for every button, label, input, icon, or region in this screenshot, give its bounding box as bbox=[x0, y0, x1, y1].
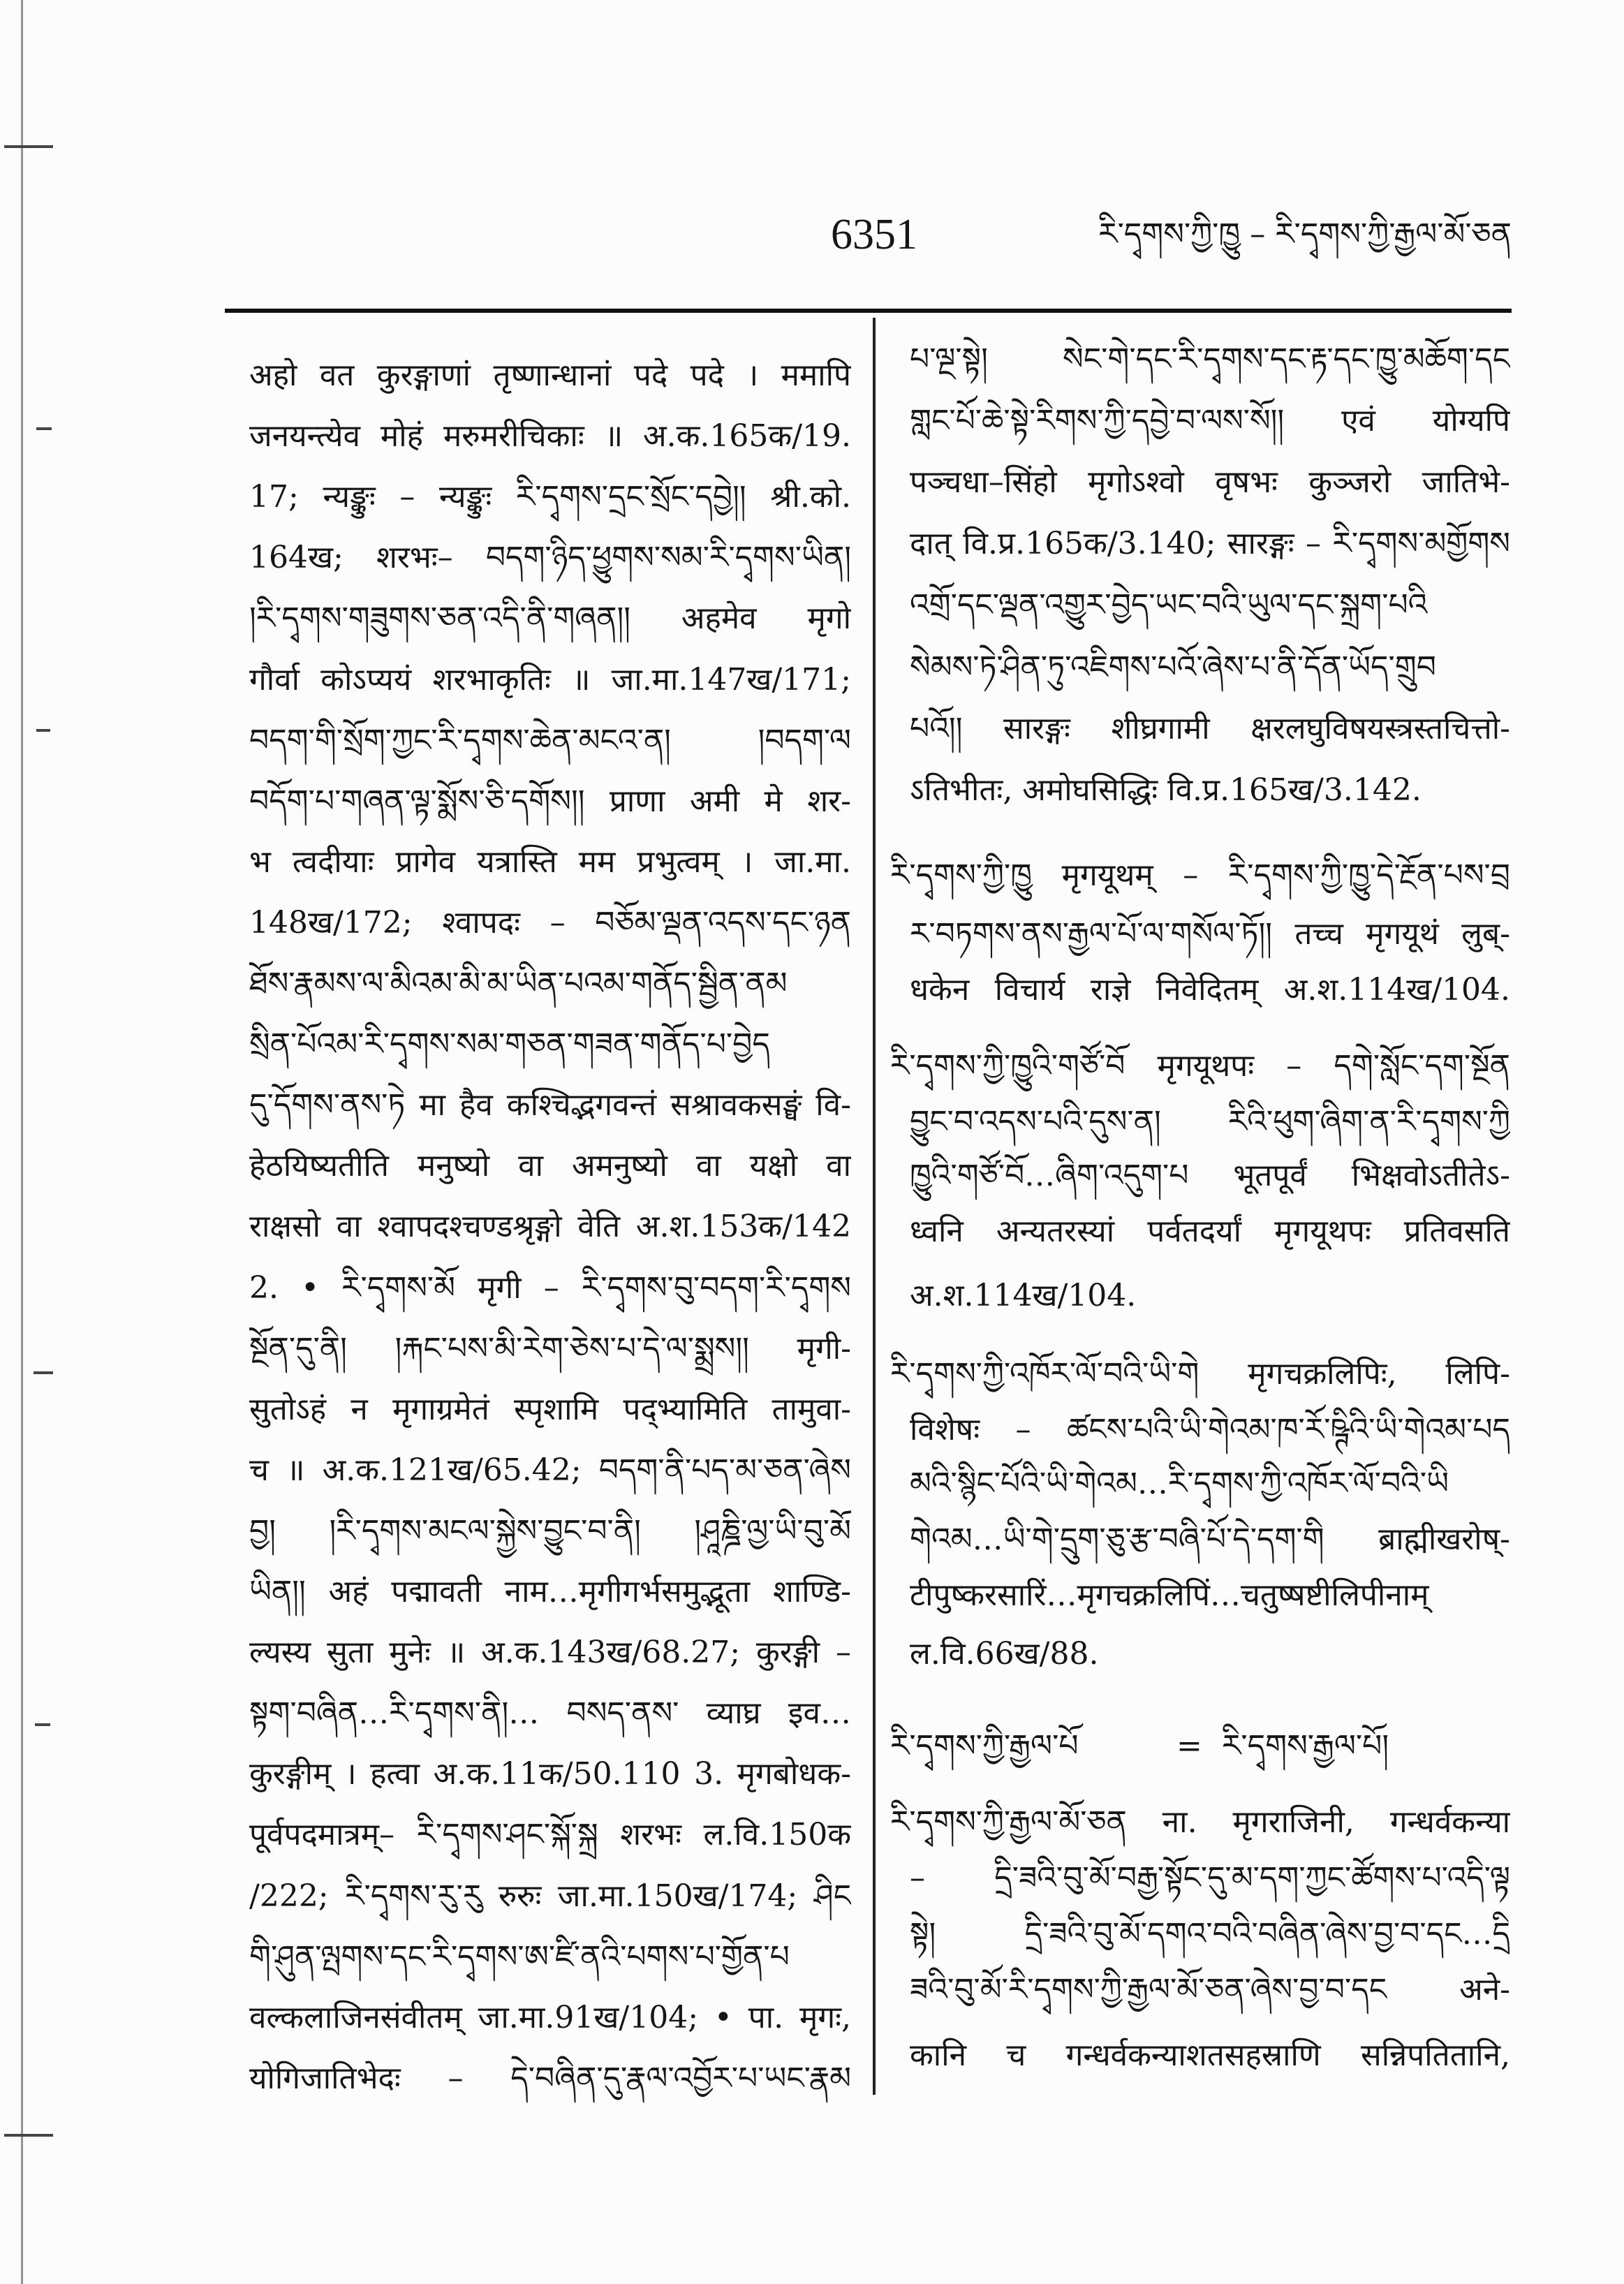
cross-reference-headword: རི་དྭགས་ཀྱི་རྒྱལ་པོ bbox=[890, 1728, 1079, 1764]
margin-tick bbox=[34, 1371, 53, 1374]
left-column-line: ཡིན།། अहं पद्मावती नाम…मृगीगर्भसमुद्भूता शाण्डि- bbox=[249, 1574, 851, 1609]
right-column-line: པ་ལྔ་སྟེ། སེང་གེ་དང་རི་དྭགས་དང་རྟ་དང་ཁྱུ་མཆོག་དང bbox=[910, 341, 1510, 377]
binding-edge-line bbox=[21, 0, 23, 2284]
header-rule bbox=[225, 309, 1512, 313]
left-column-line: བདག་གི་སྲོག་ཀྱང་རི་དྭགས་ཆེན་མངའ་ན། །བདག་ལ bbox=[249, 723, 851, 758]
left-column-line: कुरङ्गीम् । हत्वा अ.क.11क/50.110 3. मृगबोधक- bbox=[249, 1756, 851, 1792]
page-number: 6351 bbox=[831, 211, 917, 258]
right-column-line: གེའམ…ཡི་གེ་དྲུག་ཅུ་རྩ་བཞི་པོ་དེ་དག་གི ब्राह्मीखरोष्- bbox=[910, 1522, 1510, 1557]
left-column-line: गौर्वा कोऽप्ययं शरभाकृतिः ॥ जा.मा.147ख/171; bbox=[249, 662, 851, 698]
right-column-line: पञ्चधा–सिंहो मृगोऽश्वो वृषभः कुञ्जरो जातिभे- bbox=[910, 464, 1510, 500]
left-column-line: भ त्वदीयाः प्रागेव यत्रास्ति मम प्रभुत्वम् । जा.मा. bbox=[249, 844, 851, 880]
right-column-line: कानि च गन्धर्वकन्याशतसहस्राणि सन्निपतितानि, bbox=[910, 2038, 1510, 2073]
left-column-line: བྱ། །རི་དྭགས་མངལ་སྐྱེས་བྱུང་བ་ནི། །ཤཱཎྜི་ལྱ་ཡི་བུ་མོ bbox=[249, 1513, 851, 1549]
right-column-line: པའོ།། सारङ्गः शीघ्रगामी क्षरलघुविषयस्त्रस्तचित्तो- bbox=[910, 711, 1510, 746]
right-column-line: ल.वि.66ख/88. bbox=[910, 1636, 1099, 1672]
right-column-line: སྟེ། དྲི་ཟའི་བུ་མོ་དགའ་བའི་བཞིན་ཞེས་བྱ་བ་དང…དྲི bbox=[910, 1916, 1510, 1952]
entry-headword-line: རི་དྭགས་ཀྱི་ཁྱུ मृगयूथम् – རི་དྭགས་ཀྱི་ཁྱུ་དེ་རྔོན་པས་བྲ bbox=[890, 857, 1510, 893]
right-column-line: སེམས་ཏེ་ཤིན་ཏུ་འཇིགས་པའོ་ཞེས་པ་ནི་དོན་ཡོད་གྲུབ bbox=[910, 649, 1436, 685]
left-column-line: वल्कलाजिनसंवीतम् जा.मा.91ख/104; • पा. मृगः, bbox=[249, 2000, 851, 2035]
right-column-line: གླང་པོ་ཆེ་སྟེ་རིགས་ཀྱི་དབྱེ་བ་ལས་སོ།། एवं योग्यपि bbox=[910, 403, 1510, 439]
right-column-line: दात् वि.प्र.165क/3.140; सारङ्गः – རི་དྭགས་མགྱོགས bbox=[910, 526, 1510, 561]
right-column-line: धकेन विचार्य राज्ञे निवेदितम् अ.श.114ख/104. bbox=[910, 972, 1510, 1008]
right-column-line: ध्वनि अन्यतरस्यां पर्वतदर्यां मृगयूथपः प्रतिवसति bbox=[910, 1214, 1510, 1249]
right-column-line: अ.श.114ख/104. bbox=[910, 1278, 1137, 1313]
margin-tick bbox=[4, 145, 53, 148]
left-column-line: །རི་དྭགས་གཟུགས་ཅན་འདི་ནི་གཞན།། अहमेव मृगो bbox=[249, 601, 851, 636]
entry-headword-line: རི་དྭགས་ཀྱི་རྒྱལ་མོ་ཅན ना. मृगराजिनी, गन्धर्वकन्या bbox=[890, 1804, 1510, 1840]
left-column-line: སྔོན་དུ་ནི། །རྐང་པས་མི་རེག་ཅེས་པ་དེ་ལ་སྨྲས།། मृगी- bbox=[249, 1331, 851, 1366]
right-column-line: མའི་སྙིང་པོའི་ཡི་གེའམ…རི་དྭགས་ཀྱི་འཁོར་ལོ་བའི་ཡི bbox=[910, 1466, 1449, 1501]
left-column-line: /222; རི་དྭགས་རུ་རུ रुरुः जा.मा.150ख/174; ཤིང bbox=[249, 1878, 851, 1914]
left-column-line: 148ख/172; श्वापदः – བཅོམ་ལྡན་འདས་དང་ཉན bbox=[249, 905, 851, 941]
right-column-line: ཁྱུའི་གཙོ་བོ…ཞིག་འདུག་པ भूतपूर्वं भिक्षवोऽतीतेऽ- bbox=[910, 1158, 1510, 1193]
right-column-line: ऽतिभीतः, अमोघसिद्धिः वि.प्र.165ख/3.142. bbox=[910, 772, 1422, 808]
right-column-line: टीपुष्करसारिं…मृगचक्रलिपिं…चतुष्षष्टीलिपीनाम् bbox=[910, 1577, 1429, 1613]
right-column-line: विशेषः – ཚངས་པའི་ཡི་གེའམ་ཁ་རོ་ཥྚིའི་ཡི་གེའམ་པད bbox=[910, 1412, 1510, 1447]
left-column-line: च ॥ अ.क.121ख/65.42; བདག་ནི་པད་མ་ཅན་ཞེས bbox=[249, 1452, 851, 1488]
entry-headword-line: རི་དྭགས་ཀྱི་འཁོར་ལོ་བའི་ཡི་གེ मृगचक्रलिपिः, लिपि- bbox=[890, 1356, 1510, 1392]
left-column-line: བདོག་པ་གཞན་ལྟ་སྨོས་ཅི་དགོས།། प्राणा अमी मे शर- bbox=[249, 783, 851, 819]
left-column-line: पूर्वपदमात्रम्– རི་དྭགས་ཤང་སྐོ་སྐྲ शरभः ल.वि.150क bbox=[249, 1817, 851, 1852]
left-column-line: དུ་དོགས་ནས་ཏེ मा हैव कश्चिद्भगवन्तं सश्रावकसङ्घं वि- bbox=[249, 1087, 851, 1123]
left-column-line: སྟག་བཞིན…རི་དྭགས་ནི།… བསད་ནས་ व्याघ्र इव… bbox=[249, 1695, 851, 1731]
margin-tick bbox=[35, 1723, 50, 1726]
guide-words: རི་དྭགས་ཀྱི་ཁྱུ – རི་དྭགས་ཀྱི་རྒྱལ་མོ་ཅན bbox=[1098, 216, 1512, 252]
left-column-line: 164ख; शरभः– བདག་ཉིད་ཕྱུགས་སམ་རི་དྭགས་ཡིན། bbox=[249, 540, 851, 575]
sense-2-line: 2. • རི་དྭགས་མོ मृगी – རི་དྭགས་བུ་བདག་རི་དྭགས bbox=[249, 1270, 851, 1306]
cross-reference-target: རི་དྭགས་རྒྱལ་པོ། bbox=[1222, 1728, 1389, 1764]
left-column-line: 17; न्यङ्कुः – न्यङ्कुः རི་དྭགས་དྲང་སྲོང་དབྱེ།། श्री.को. bbox=[249, 479, 851, 515]
cross-reference-equals: = bbox=[1176, 1728, 1202, 1764]
left-column-line: जनयन्त्येव मोहं मरुमरीचिकाः ॥ अ.क.165क/19. bbox=[249, 418, 851, 454]
right-column-line: – དྲི་ཟའི་བུ་མོ་བརྒྱ་སྟོང་དུ་མ་དག་ཀྱང་ཚོགས་པ་འདི་ལྟ bbox=[910, 1860, 1510, 1896]
left-column-line: གི་ཤུན་ལྤགས་དང་རི་དྭགས་ཨ་ཛི་ནའི་པགས་པ་གྱོན་པ bbox=[249, 1939, 790, 1975]
left-column-line: राक्षसो वा श्वापदश्चण्डश्रृङ्गो वेति अ.श.153क/142 bbox=[249, 1209, 851, 1244]
margin-tick bbox=[36, 729, 50, 732]
margin-tick bbox=[4, 2134, 53, 2137]
right-column-line: བྱུང་བ་འདས་པའི་དུས་ན། རིའི་ཕུག་ཞིག་ན་རི་དྭགས་ཀྱི bbox=[910, 1104, 1510, 1140]
left-column-line: हेठयिष्यतीति मनुष्यो वा अमनुष्यो वा यक्षो वा bbox=[249, 1148, 851, 1184]
left-column-line: योगिजातिभेदः – དེ་བཞིན་དུ་རྣལ་འབྱོར་པ་ཡང་རྣམ bbox=[249, 2061, 851, 2096]
left-column-line: ཐོས་རྣམས་ལ་མིའམ་མི་མ་ཡིན་པའམ་གནོད་སྦྱིན་ནམ bbox=[249, 966, 788, 1001]
margin-tick bbox=[36, 427, 52, 430]
left-column-line: སྲིན་པོའམ་རི་དྭགས་སམ་གཅན་གཟན་གནོད་པ་བྱེད bbox=[249, 1026, 770, 1062]
right-column-line: འགྲོ་དང་ལྡན་འགྱུར་བྱེད་ཡང་བའི་ཡུལ་དང་སྐྲག་པའི bbox=[910, 587, 1428, 623]
left-column-line: सुतोऽहं न मृगाग्रमेतं स्पृशामि पद्भ्यामिति तामुवा- bbox=[249, 1392, 851, 1427]
left-column-line: अहो वत कुरङ्गाणां तृष्णान्धानां पदे पदे । ममापि bbox=[249, 358, 851, 393]
column-divider bbox=[873, 318, 876, 2095]
left-column-line: ल्यस्य सुता मुनेः ॥ अ.क.143ख/68.27; कुरङ्गी – bbox=[249, 1635, 851, 1670]
entry-headword-line: རི་དྭགས་ཀྱི་ཁྱུའི་གཙོ་བོ मृगयूथपः – དགེ་སློང་དག་སྔོན bbox=[890, 1048, 1510, 1084]
right-column-line: ཟའི་བུ་མོ་རི་དྭགས་ཀྱི་རྒྱལ་མོ་ཅན་ཞེས་བྱ་བ་དང अने- bbox=[910, 1972, 1510, 2007]
right-column-line: ར་བཏགས་ནས་རྒྱལ་པོ་ལ་གསོལ་ཏོ།། तच्च मृगयूथं लुब्- bbox=[910, 916, 1510, 952]
